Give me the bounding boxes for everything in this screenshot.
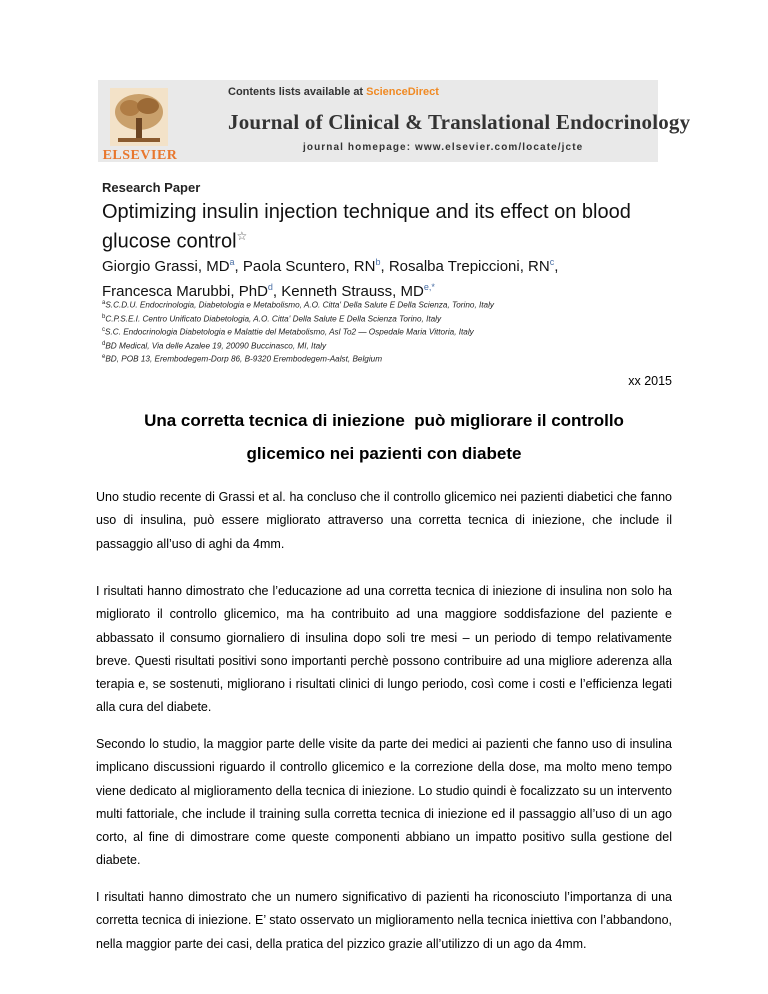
journal-homepage: journal homepage: www.elsevier.com/locate/jcte <box>303 142 584 153</box>
author: Francesca Marubbi, PhD <box>102 283 268 300</box>
author: Paola Scuntero, RN <box>242 258 376 275</box>
article-type: Research Paper <box>102 180 201 195</box>
elsevier-logo <box>102 88 178 163</box>
elsevier-tree-icon <box>110 88 168 146</box>
paper-title-text: Optimizing insulin injection technique and its effect on blood glucose control <box>102 201 631 253</box>
journal-header-image <box>98 80 691 364</box>
article-headline <box>96 404 672 470</box>
affiliation: $^b$C.P.S.E.I. Centro Unificato Diabetologia, A.O. Citta' Della Salute E Della Scienza Torino, Italy <box>102 313 442 324</box>
contents-line <box>228 86 628 98</box>
affiliation: $^a$S.C.D.U. Endocrinologia, Diabetologia e Metabolismo, A.O. Citta' Della Salute E Della Scienza, Torino, Italy <box>102 300 495 310</box>
author-sup: b <box>375 257 381 267</box>
author-sup: a <box>229 257 235 267</box>
elsevier-wordmark: ELSEVIER <box>102 148 178 163</box>
author-list: Giorgio Grassi, $MD^a$, Paola Scuntero, $RN^b$, Rosalba Trepiccioni, $RN^c$, Francesca Marubbi, PhD$^d$, Kenneth Strauss, $MD^{e,*}$ <box>102 257 559 300</box>
affiliation: $^d$BD Medical, Via delle Azalee 19, 20090 Buccinasco, MI, Italy <box>102 340 327 351</box>
journal-title: Journal of Clinical & Translational Endocrinology <box>228 110 691 134</box>
author-sup: d <box>267 282 273 292</box>
author-sup: e,* <box>423 282 435 292</box>
affiliation-list <box>102 298 667 366</box>
journal-banner <box>98 80 691 163</box>
body-paragraph: I risultati hanno dimostrato che un numero significativo di pazienti ha riconosciuto l’importanza di una corretta tecnica di iniezione. E’ stato osservato un miglioramento nella tecnica iniettiva con l’abbandono, nella maggior parte dei casi, della pratica del pizzico grazie all’utilizzo di un ago da 4mm. <box>96 890 672 951</box>
article-date: xx 2015 <box>628 374 672 388</box>
author: Kenneth Strauss, MD <box>281 283 424 300</box>
headline-line: glicemico nei pazienti con diabete <box>246 444 522 463</box>
author: Giorgio Grassi, MD <box>102 258 230 275</box>
headline-line: Una corretta tecnica di iniezione può migliorare il controllo <box>144 411 624 430</box>
body-paragraph: Uno studio recente di Grassi et al. ha concluso che il controllo glicemico nei pazienti diabetici che fanno uso di insulina, può essere migliorato attraverso una corretta tecnica di iniezione, che include il passaggio all’uso di aghi da 4mm. <box>96 490 672 551</box>
paper-title <box>102 200 667 254</box>
body-paragraph: Secondo lo studio, la maggior parte delle visite da parte dei medici ai pazienti che fanno uso di insulina implicano discussioni riguardo il controllo glicemico e la correzione della dose, ma molto meno tempo viene dedicato al miglioramento della tecnica di iniezione. Lo studio quindi è focalizzato su un intervento multi fattoriale, che include il training sulla corretta tecnica di iniezione ed il passaggio all’uso di un ago corto, al fine di dimostrare come queste componenti abbiano un impatto positivo sulla gestione del diabete. <box>96 737 672 868</box>
contents-prefix: Contents lists available at <box>228 86 367 98</box>
affiliation: $^c$S.C. Endocrinologia Diabetologia e Malattie del Metabolismo, Asl To2 — Ospedale Maria Vittoria, Italy <box>102 327 474 337</box>
title-star-icon: ☆ <box>236 229 248 243</box>
body-paragraph: I risultati hanno dimostrato che l’educazione ad una corretta tecnica di iniezione di insulina non solo ha migliorato il controllo glicemico, ma ha contribuito ad una maggiore soddisfazione del paziente e abbassato il consumo giornaliero di insulina dopo soli tre mesi – un periodo di tempo relativamente breve. Questi risultati positivi sono importanti perchè possono contribuire ad una migliore aderenza alla terapia e, se sostenuti, migliorano i risultati clinici di lungo periodo, così come i costi e l’efficienza legati alla cura del diabete. <box>96 584 672 715</box>
sciencedirect-link: ScienceDirect <box>366 86 439 98</box>
author: Rosalba Trepiccioni, RN <box>388 258 550 275</box>
author-sup: c <box>549 257 555 267</box>
affiliation: $^e$BD, POB 13, Erembodegem-Dorp 86, B-9320 Erembodegem-Aalst, Belgium <box>102 354 383 364</box>
